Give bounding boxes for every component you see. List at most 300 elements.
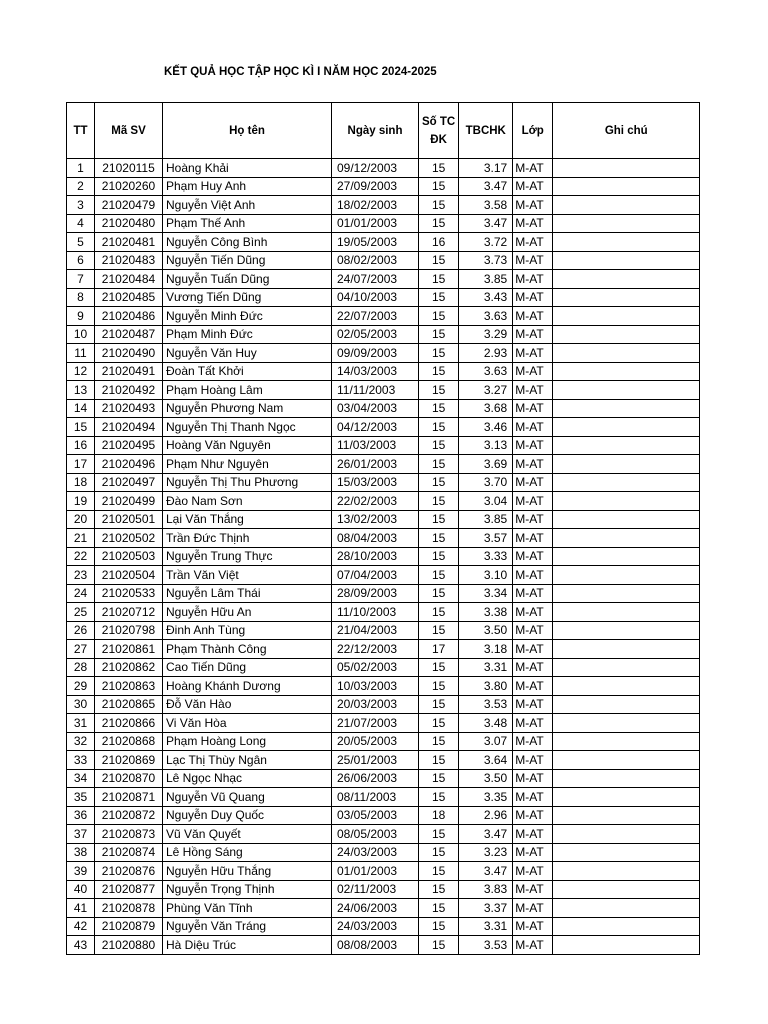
cell-ho-ten: Đào Nam Sơn	[163, 492, 332, 511]
cell-so-tc: 15	[419, 695, 459, 714]
cell-ghi-chu	[553, 529, 700, 548]
cell-tbchk: 3.43	[459, 288, 513, 307]
table-row	[67, 529, 700, 548]
cell-ghi-chu	[553, 436, 700, 455]
cell-ngay-sinh: 08/08/2003	[332, 936, 419, 955]
cell-ma-sv: 21020879	[95, 917, 163, 936]
cell-tbchk: 3.70	[459, 473, 513, 492]
cell-so-tc: 15	[419, 510, 459, 529]
cell-tbchk: 3.50	[459, 621, 513, 640]
cell-tbchk: 3.57	[459, 529, 513, 548]
cell-ghi-chu	[553, 751, 700, 770]
cell-lop: M-AT	[513, 769, 553, 788]
table-row	[67, 344, 700, 363]
cell-lop: M-AT	[513, 251, 553, 270]
cell-lop: M-AT	[513, 270, 553, 289]
cell-tt: 38	[67, 843, 95, 862]
table-row	[67, 825, 700, 844]
cell-ma-sv: 21020260	[95, 177, 163, 196]
cell-tbchk: 3.58	[459, 196, 513, 215]
cell-tbchk: 3.53	[459, 936, 513, 955]
cell-so-tc: 15	[419, 584, 459, 603]
cell-tbchk: 3.72	[459, 233, 513, 252]
cell-so-tc: 15	[419, 288, 459, 307]
cell-ghi-chu	[553, 825, 700, 844]
cell-ghi-chu	[553, 936, 700, 955]
cell-ngay-sinh: 01/01/2003	[332, 214, 419, 233]
table-row	[67, 640, 700, 659]
cell-tt: 35	[67, 788, 95, 807]
cell-ghi-chu	[553, 344, 700, 363]
cell-so-tc: 15	[419, 270, 459, 289]
cell-so-tc: 15	[419, 862, 459, 881]
cell-ngay-sinh: 08/04/2003	[332, 529, 419, 548]
cell-tbchk: 3.47	[459, 862, 513, 881]
cell-ho-ten: Hoàng Khánh Dương	[163, 677, 332, 696]
cell-ho-ten: Hoàng Khải	[163, 159, 332, 178]
cell-so-tc: 16	[419, 233, 459, 252]
cell-ghi-chu	[553, 492, 700, 511]
cell-so-tc: 15	[419, 788, 459, 807]
header-ho-ten: Họ tên	[163, 103, 332, 159]
cell-ngay-sinh: 02/05/2003	[332, 325, 419, 344]
cell-ma-sv: 21020866	[95, 714, 163, 733]
cell-tbchk: 3.63	[459, 362, 513, 381]
cell-ngay-sinh: 22/02/2003	[332, 492, 419, 511]
cell-ghi-chu	[553, 177, 700, 196]
cell-ma-sv: 21020712	[95, 603, 163, 622]
cell-ho-ten: Lại Văn Thắng	[163, 510, 332, 529]
results-table	[66, 102, 700, 955]
cell-ngay-sinh: 27/09/2003	[332, 177, 419, 196]
cell-ma-sv: 21020479	[95, 196, 163, 215]
table-row	[67, 362, 700, 381]
cell-ghi-chu	[553, 214, 700, 233]
cell-ho-ten: Nguyễn Hữu An	[163, 603, 332, 622]
cell-ho-ten: Cao Tiến Dũng	[163, 658, 332, 677]
cell-ma-sv: 21020504	[95, 566, 163, 585]
cell-tbchk: 3.31	[459, 658, 513, 677]
cell-ho-ten: Hà Diệu Trúc	[163, 936, 332, 955]
cell-lop: M-AT	[513, 658, 553, 677]
cell-lop: M-AT	[513, 492, 553, 511]
table-row	[67, 899, 700, 918]
cell-so-tc: 17	[419, 640, 459, 659]
cell-tbchk: 3.83	[459, 880, 513, 899]
cell-tt: 17	[67, 455, 95, 474]
header-so-tc-line1: Số TC	[422, 115, 456, 128]
cell-ngay-sinh: 03/05/2003	[332, 806, 419, 825]
cell-ngay-sinh: 11/11/2003	[332, 381, 419, 400]
cell-so-tc: 15	[419, 769, 459, 788]
cell-ho-ten: Nguyễn Trọng Thịnh	[163, 880, 332, 899]
cell-tbchk: 3.13	[459, 436, 513, 455]
cell-ghi-chu	[553, 769, 700, 788]
cell-so-tc: 15	[419, 714, 459, 733]
cell-ghi-chu	[553, 547, 700, 566]
cell-lop: M-AT	[513, 344, 553, 363]
cell-tbchk: 3.27	[459, 381, 513, 400]
cell-tt: 32	[67, 732, 95, 751]
cell-tt: 29	[67, 677, 95, 696]
cell-ho-ten: Phạm Thế Anh	[163, 214, 332, 233]
cell-tbchk: 3.34	[459, 584, 513, 603]
cell-tt: 1	[67, 159, 95, 178]
cell-ngay-sinh: 05/02/2003	[332, 658, 419, 677]
cell-ngay-sinh: 03/04/2003	[332, 399, 419, 418]
cell-ngay-sinh: 14/03/2003	[332, 362, 419, 381]
table-row	[67, 732, 700, 751]
cell-lop: M-AT	[513, 566, 553, 585]
cell-tt: 3	[67, 196, 95, 215]
cell-ma-sv: 21020499	[95, 492, 163, 511]
cell-ho-ten: Phạm Hoàng Long	[163, 732, 332, 751]
cell-ho-ten: Nguyễn Hữu Thắng	[163, 862, 332, 881]
cell-lop: M-AT	[513, 880, 553, 899]
cell-ghi-chu	[553, 695, 700, 714]
cell-tbchk: 3.31	[459, 917, 513, 936]
cell-so-tc: 15	[419, 473, 459, 492]
table-row	[67, 695, 700, 714]
cell-lop: M-AT	[513, 917, 553, 936]
cell-ghi-chu	[553, 917, 700, 936]
cell-tbchk: 3.29	[459, 325, 513, 344]
cell-lop: M-AT	[513, 473, 553, 492]
table-row	[67, 381, 700, 400]
cell-ghi-chu	[553, 621, 700, 640]
cell-tt: 28	[67, 658, 95, 677]
cell-ma-sv: 21020873	[95, 825, 163, 844]
cell-ngay-sinh: 24/03/2003	[332, 843, 419, 862]
cell-tbchk: 3.73	[459, 251, 513, 270]
cell-ghi-chu	[553, 843, 700, 862]
cell-ghi-chu	[553, 584, 700, 603]
cell-so-tc: 15	[419, 603, 459, 622]
cell-tbchk: 2.93	[459, 344, 513, 363]
cell-ho-ten: Nguyễn Văn Huy	[163, 344, 332, 363]
cell-ho-ten: Phạm Hoàng Lâm	[163, 381, 332, 400]
cell-lop: M-AT	[513, 418, 553, 437]
header-so-tc	[419, 103, 459, 159]
table-row	[67, 307, 700, 326]
cell-ghi-chu	[553, 455, 700, 474]
cell-so-tc: 15	[419, 492, 459, 511]
cell-tbchk: 3.07	[459, 732, 513, 751]
cell-lop: M-AT	[513, 362, 553, 381]
cell-ghi-chu	[553, 307, 700, 326]
cell-ghi-chu	[553, 566, 700, 585]
cell-tt: 37	[67, 825, 95, 844]
table-row	[67, 714, 700, 733]
cell-ma-sv: 21020484	[95, 270, 163, 289]
table-row	[67, 325, 700, 344]
cell-tbchk: 3.33	[459, 547, 513, 566]
cell-ma-sv: 21020495	[95, 436, 163, 455]
cell-tbchk: 3.10	[459, 566, 513, 585]
cell-tt: 39	[67, 862, 95, 881]
cell-tbchk: 3.17	[459, 159, 513, 178]
cell-tbchk: 3.18	[459, 640, 513, 659]
cell-ngay-sinh: 20/05/2003	[332, 732, 419, 751]
cell-tt: 41	[67, 899, 95, 918]
cell-ho-ten: Đoàn Tất Khởi	[163, 362, 332, 381]
header-ma-sv: Mã SV	[95, 103, 163, 159]
cell-ma-sv: 21020502	[95, 529, 163, 548]
cell-lop: M-AT	[513, 621, 553, 640]
cell-so-tc: 15	[419, 917, 459, 936]
cell-ho-ten: Đinh Anh Tùng	[163, 621, 332, 640]
cell-ghi-chu	[553, 806, 700, 825]
table-row	[67, 862, 700, 881]
header-lop: Lớp	[513, 103, 553, 159]
table-row	[67, 214, 700, 233]
cell-tbchk: 3.46	[459, 418, 513, 437]
cell-so-tc: 15	[419, 177, 459, 196]
cell-lop: M-AT	[513, 547, 553, 566]
cell-tbchk: 3.35	[459, 788, 513, 807]
cell-ghi-chu	[553, 732, 700, 751]
cell-ma-sv: 21020493	[95, 399, 163, 418]
cell-ma-sv: 21020490	[95, 344, 163, 363]
document-title: KẾT QUẢ HỌC TẬP HỌC KÌ I NĂM HỌC 2024-2025	[164, 66, 437, 78]
cell-so-tc: 18	[419, 806, 459, 825]
cell-lop: M-AT	[513, 307, 553, 326]
cell-tbchk: 3.23	[459, 843, 513, 862]
cell-ngay-sinh: 22/07/2003	[332, 307, 419, 326]
cell-ghi-chu	[553, 288, 700, 307]
cell-tt: 13	[67, 381, 95, 400]
cell-ngay-sinh: 04/12/2003	[332, 418, 419, 437]
cell-ngay-sinh: 15/03/2003	[332, 473, 419, 492]
cell-ma-sv: 21020115	[95, 159, 163, 178]
cell-tt: 4	[67, 214, 95, 233]
cell-lop: M-AT	[513, 788, 553, 807]
cell-lop: M-AT	[513, 603, 553, 622]
cell-ma-sv: 21020865	[95, 695, 163, 714]
cell-so-tc: 15	[419, 880, 459, 899]
cell-ghi-chu	[553, 251, 700, 270]
cell-ma-sv: 21020877	[95, 880, 163, 899]
cell-lop: M-AT	[513, 159, 553, 178]
cell-ghi-chu	[553, 196, 700, 215]
cell-tbchk: 3.63	[459, 307, 513, 326]
cell-ngay-sinh: 01/01/2003	[332, 862, 419, 881]
cell-tt: 22	[67, 547, 95, 566]
cell-ho-ten: Lạc Thị Thùy Ngân	[163, 751, 332, 770]
cell-ma-sv: 21020876	[95, 862, 163, 881]
table-row	[67, 658, 700, 677]
cell-so-tc: 15	[419, 436, 459, 455]
cell-lop: M-AT	[513, 862, 553, 881]
table-row	[67, 399, 700, 418]
cell-so-tc: 15	[419, 658, 459, 677]
cell-ho-ten: Nguyễn Tiến Dũng	[163, 251, 332, 270]
header-so-tc-line2: ĐK	[430, 133, 447, 146]
table-row	[67, 936, 700, 955]
cell-ngay-sinh: 20/03/2003	[332, 695, 419, 714]
cell-ghi-chu	[553, 159, 700, 178]
table-row	[67, 566, 700, 585]
cell-so-tc: 15	[419, 196, 459, 215]
cell-ngay-sinh: 25/01/2003	[332, 751, 419, 770]
cell-ma-sv: 21020798	[95, 621, 163, 640]
cell-ngay-sinh: 09/12/2003	[332, 159, 419, 178]
cell-ghi-chu	[553, 677, 700, 696]
table-row	[67, 843, 700, 862]
cell-lop: M-AT	[513, 436, 553, 455]
cell-ma-sv: 21020862	[95, 658, 163, 677]
cell-ho-ten: Nguyễn Lâm Thái	[163, 584, 332, 603]
cell-tt: 8	[67, 288, 95, 307]
cell-ghi-chu	[553, 880, 700, 899]
cell-tt: 31	[67, 714, 95, 733]
cell-tt: 36	[67, 806, 95, 825]
cell-ho-ten: Nguyễn Việt Anh	[163, 196, 332, 215]
table-row	[67, 251, 700, 270]
cell-ngay-sinh: 08/02/2003	[332, 251, 419, 270]
header-ghi-chu: Ghi chú	[553, 103, 700, 159]
cell-tt: 20	[67, 510, 95, 529]
cell-tbchk: 3.47	[459, 214, 513, 233]
cell-ma-sv: 21020501	[95, 510, 163, 529]
cell-tt: 7	[67, 270, 95, 289]
cell-ma-sv: 21020481	[95, 233, 163, 252]
table-row	[67, 233, 700, 252]
cell-ngay-sinh: 19/05/2003	[332, 233, 419, 252]
cell-ma-sv: 21020492	[95, 381, 163, 400]
cell-so-tc: 15	[419, 547, 459, 566]
cell-tbchk: 3.47	[459, 177, 513, 196]
cell-lop: M-AT	[513, 714, 553, 733]
cell-tbchk: 3.47	[459, 825, 513, 844]
cell-ngay-sinh: 09/09/2003	[332, 344, 419, 363]
table-row	[67, 436, 700, 455]
cell-tt: 16	[67, 436, 95, 455]
cell-ghi-chu	[553, 381, 700, 400]
cell-ho-ten: Lê Ngọc Nhạc	[163, 769, 332, 788]
cell-lop: M-AT	[513, 825, 553, 844]
cell-ho-ten: Lê Hồng Sáng	[163, 843, 332, 862]
cell-ma-sv: 21020868	[95, 732, 163, 751]
cell-lop: M-AT	[513, 510, 553, 529]
cell-ma-sv: 21020483	[95, 251, 163, 270]
table-row	[67, 751, 700, 770]
table-row	[67, 159, 700, 178]
table-row	[67, 177, 700, 196]
cell-ghi-chu	[553, 418, 700, 437]
cell-ma-sv: 21020486	[95, 307, 163, 326]
cell-tt: 24	[67, 584, 95, 603]
cell-lop: M-AT	[513, 640, 553, 659]
cell-ghi-chu	[553, 233, 700, 252]
cell-ho-ten: Nguyễn Phương Nam	[163, 399, 332, 418]
cell-ho-ten: Vương Tiến Dũng	[163, 288, 332, 307]
cell-tbchk: 3.85	[459, 510, 513, 529]
cell-ma-sv: 21020485	[95, 288, 163, 307]
cell-so-tc: 15	[419, 677, 459, 696]
cell-ghi-chu	[553, 862, 700, 881]
cell-lop: M-AT	[513, 399, 553, 418]
cell-ma-sv: 21020872	[95, 806, 163, 825]
table-row	[67, 584, 700, 603]
cell-ngay-sinh: 21/04/2003	[332, 621, 419, 640]
cell-ngay-sinh: 26/01/2003	[332, 455, 419, 474]
cell-lop: M-AT	[513, 177, 553, 196]
cell-ghi-chu	[553, 658, 700, 677]
header-row	[67, 103, 700, 159]
cell-tbchk: 3.53	[459, 695, 513, 714]
cell-so-tc: 15	[419, 843, 459, 862]
cell-tt: 12	[67, 362, 95, 381]
table-row	[67, 288, 700, 307]
cell-tt: 11	[67, 344, 95, 363]
cell-ghi-chu	[553, 510, 700, 529]
table-row	[67, 196, 700, 215]
cell-tt: 27	[67, 640, 95, 659]
cell-ho-ten: Nguyễn Thị Thanh Ngọc	[163, 418, 332, 437]
table-row	[67, 621, 700, 640]
cell-ma-sv: 21020874	[95, 843, 163, 862]
table-row	[67, 418, 700, 437]
cell-tbchk: 3.85	[459, 270, 513, 289]
table-row	[67, 788, 700, 807]
cell-so-tc: 15	[419, 307, 459, 326]
cell-so-tc: 15	[419, 418, 459, 437]
cell-ho-ten: Nguyễn Vũ Quang	[163, 788, 332, 807]
cell-ghi-chu	[553, 270, 700, 289]
cell-tbchk: 3.37	[459, 899, 513, 918]
cell-lop: M-AT	[513, 325, 553, 344]
cell-lop: M-AT	[513, 899, 553, 918]
cell-ho-ten: Phạm Như Nguyên	[163, 455, 332, 474]
cell-ghi-chu	[553, 473, 700, 492]
cell-ngay-sinh: 24/06/2003	[332, 899, 419, 918]
cell-so-tc: 15	[419, 251, 459, 270]
cell-tbchk: 3.69	[459, 455, 513, 474]
cell-ghi-chu	[553, 399, 700, 418]
cell-so-tc: 15	[419, 621, 459, 640]
cell-ho-ten: Phạm Thành Công	[163, 640, 332, 659]
cell-ghi-chu	[553, 899, 700, 918]
cell-so-tc: 15	[419, 732, 459, 751]
cell-ngay-sinh: 18/02/2003	[332, 196, 419, 215]
cell-lop: M-AT	[513, 196, 553, 215]
header-tt: TT	[67, 103, 95, 159]
cell-ma-sv: 21020494	[95, 418, 163, 437]
cell-tt: 26	[67, 621, 95, 640]
cell-ngay-sinh: 24/03/2003	[332, 917, 419, 936]
cell-so-tc: 15	[419, 455, 459, 474]
cell-lop: M-AT	[513, 695, 553, 714]
cell-ma-sv: 21020871	[95, 788, 163, 807]
cell-so-tc: 15	[419, 936, 459, 955]
cell-tt: 14	[67, 399, 95, 418]
cell-so-tc: 15	[419, 381, 459, 400]
header-ngay-sinh: Ngày sinh	[332, 103, 419, 159]
cell-ngay-sinh: 08/11/2003	[332, 788, 419, 807]
cell-lop: M-AT	[513, 843, 553, 862]
cell-ma-sv: 21020480	[95, 214, 163, 233]
cell-ho-ten: Đỗ Văn Hào	[163, 695, 332, 714]
table-row	[67, 473, 700, 492]
cell-ngay-sinh: 10/03/2003	[332, 677, 419, 696]
cell-tt: 6	[67, 251, 95, 270]
table-row	[67, 917, 700, 936]
cell-so-tc: 15	[419, 325, 459, 344]
cell-ma-sv: 21020497	[95, 473, 163, 492]
cell-ho-ten: Nguyễn Tuấn Dũng	[163, 270, 332, 289]
cell-so-tc: 15	[419, 529, 459, 548]
